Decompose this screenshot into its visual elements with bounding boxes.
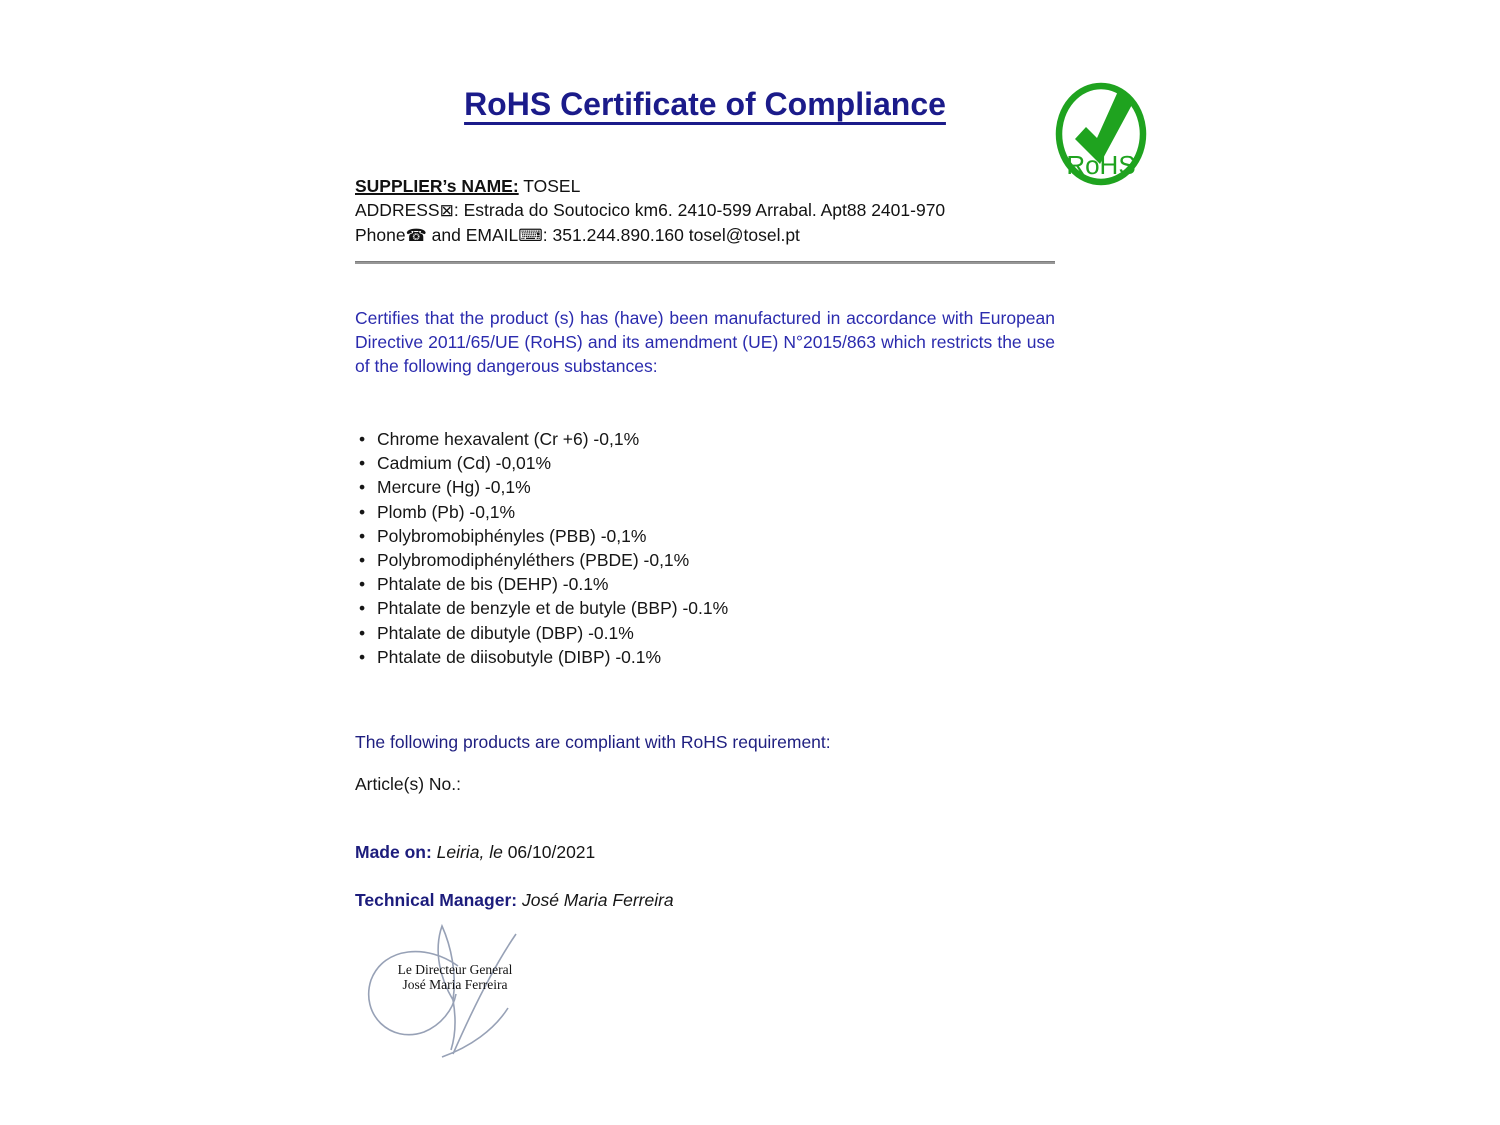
certification-statement: Certifies that the product (s) has (have) been manufactured in accordance with European Directive 2011/65/UE (RoHS) and its amendment (UE) N°2015/863 which restricts the use of the following dangerous substances:: [355, 308, 1055, 377]
substance-item: • Mercure (Hg) -0,1%: [355, 475, 1055, 499]
made-on-line: [355, 842, 1055, 863]
compliance-line: The following products are compliant with RoHS requirement:: [355, 732, 831, 752]
substance-item: • Polybromodiphényléthers (PBDE) -0,1%: [355, 548, 1055, 572]
supplier-contact-line: [355, 223, 1065, 248]
substance-item: • Polybromobiphényles (PBB) -0,1%: [355, 524, 1055, 548]
substance-item: • Phtalate de diisobutyle (DIBP) -0.1%: [355, 645, 1055, 669]
email-label: and EMAIL: [426, 225, 519, 245]
substance-item: • Phtalate de dibutyle (DBP) -0.1%: [355, 621, 1055, 645]
stamp-line-1: Le Directeur General: [397, 962, 513, 977]
contact-value: : 351.244.890.160 tosel@tosel.pt: [542, 225, 800, 245]
stamp-line-2: José Maria Ferreira: [402, 977, 508, 992]
supplier-name-value: TOSEL: [518, 176, 581, 196]
technical-manager-line: [355, 890, 1055, 911]
article-number-line: Article(s) No.:: [355, 774, 461, 794]
technical-manager-label: Technical Manager:: [355, 890, 518, 910]
technical-manager-name: José Maria Ferreira: [517, 890, 674, 910]
substance-item: • Chrome hexavalent (Cr +6) -0,1%: [355, 427, 1055, 451]
made-on-label: Made on:: [355, 842, 432, 862]
made-on-place: Leiria, le: [431, 842, 503, 862]
made-on-date: 06/10/2021: [502, 842, 596, 862]
telephone-icon: ☎: [405, 226, 427, 245]
substance-item: • Phtalate de bis (DEHP) -0.1%: [355, 572, 1055, 596]
supplier-block: [355, 174, 1065, 248]
phone-label: Phone: [355, 225, 406, 245]
address-value: : Estrada do Soutocico km6. 2410-599 Arrabal. Apt88 2401-970: [453, 200, 946, 220]
divider-line: [355, 261, 1055, 264]
envelope-icon: ⊠: [439, 201, 454, 220]
signature-block: [356, 922, 536, 1062]
keyboard-icon: ⌨: [518, 226, 543, 245]
supplier-name-label: SUPPLIER’s NAME:: [355, 176, 519, 196]
substance-item: • Plomb (Pb) -0,1%: [355, 500, 1055, 524]
rohs-logo: [1053, 80, 1149, 188]
substances-list: [355, 427, 1055, 669]
rohs-logo-text: RoHS: [1066, 150, 1136, 180]
supplier-address-line: [355, 198, 1065, 223]
page-title: RoHS Certificate of Compliance: [464, 86, 946, 122]
address-label: ADDRESS: [355, 200, 440, 220]
substance-item: • Cadmium (Cd) -0,01%: [355, 451, 1055, 475]
rohs-check-icon: [1053, 80, 1149, 188]
stamp-text: [390, 962, 520, 992]
signature-flourish-icon: [356, 922, 536, 1062]
substance-item: • Phtalate de benzyle et de butyle (BBP) -0.1%: [355, 596, 1055, 620]
supplier-name-line: [355, 174, 1065, 198]
